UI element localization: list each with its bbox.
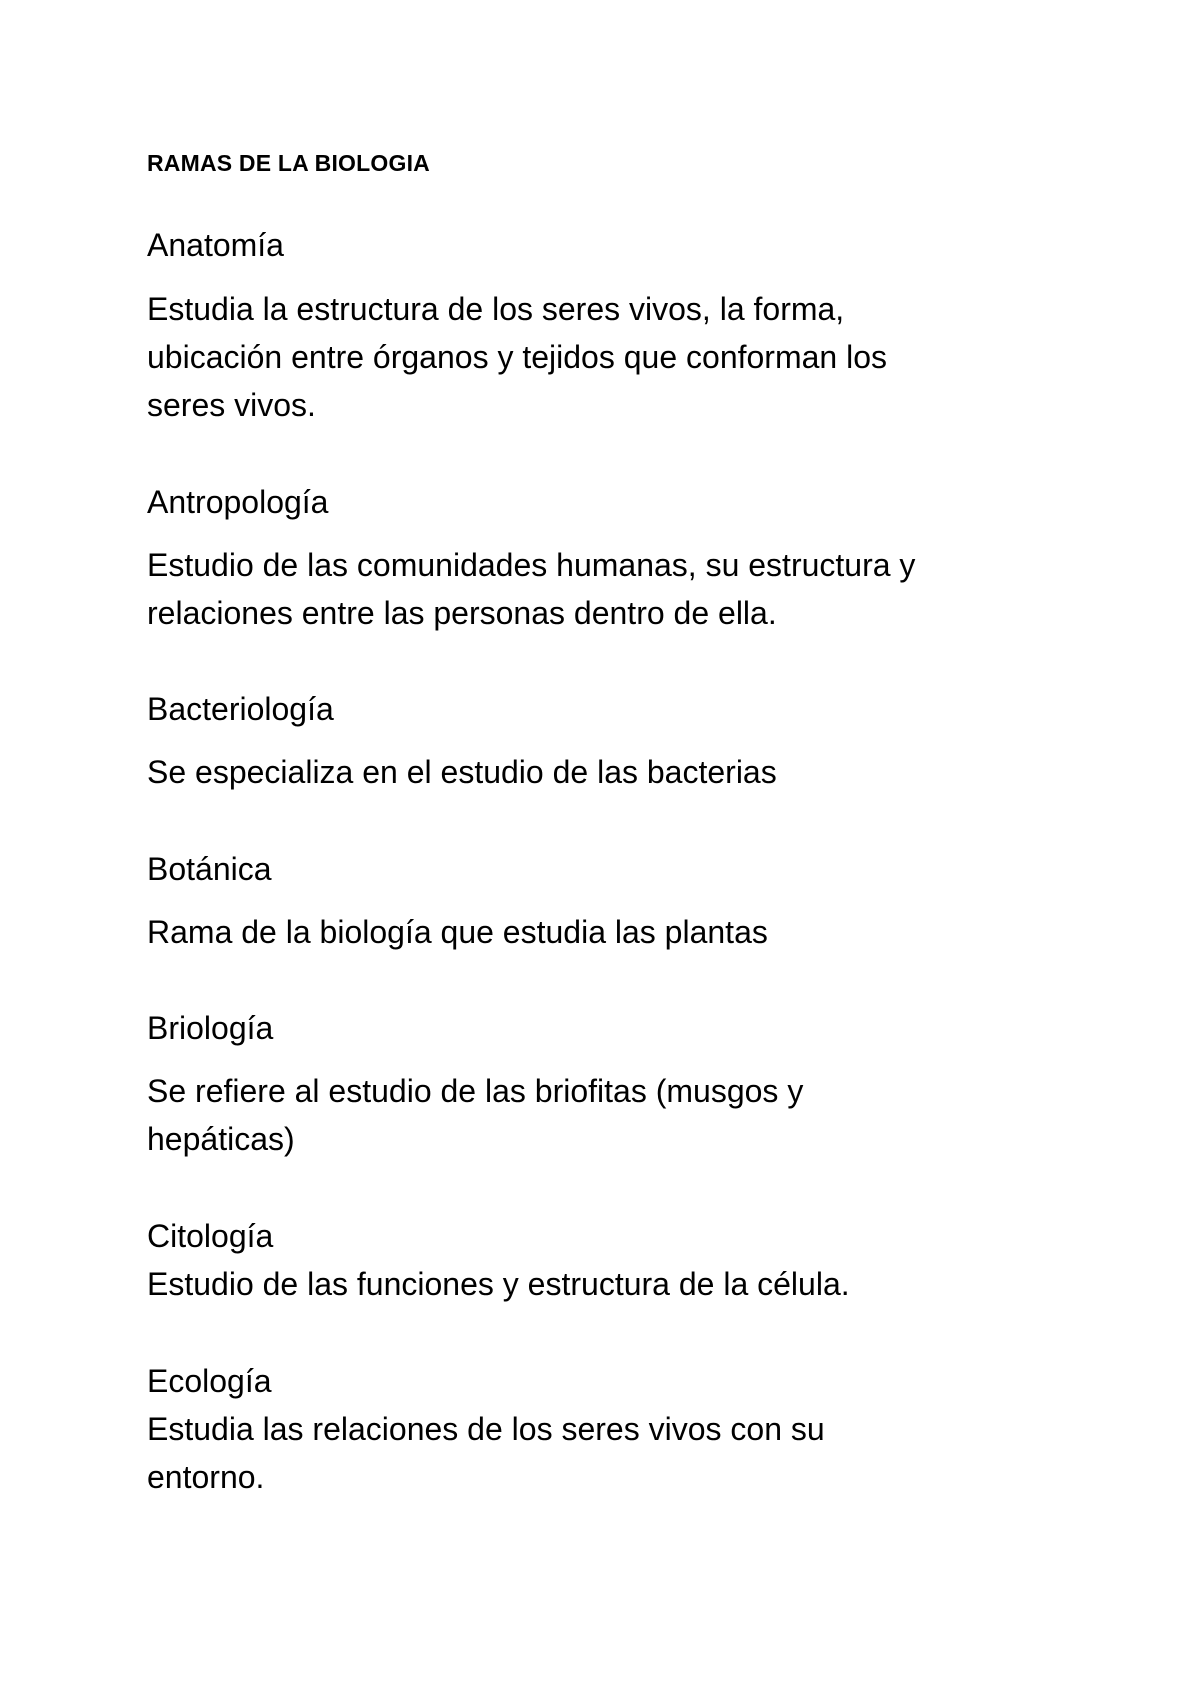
definition-briologia: Se refiere al estudio de las briofitas (musgos y hepáticas) [147, 1073, 804, 1157]
definition-botanica: Rama de la biología que estudia las plantas [147, 914, 768, 950]
term-heading-anatomia: Anatomía [147, 227, 284, 263]
definition-bacteriologia: Se especializa en el estudio de las bacterias [147, 754, 777, 790]
definition-antropologia: Estudio de las comunidades humanas, su estructura y relaciones entre las personas dentro de ella. [147, 547, 916, 631]
document-title: RAMAS DE LA BIOLOGIA [147, 150, 430, 176]
term-heading-briologia: Briología [147, 1010, 274, 1046]
term-heading-botanica: Botánica [147, 851, 272, 887]
term-heading-antropologia: Antropología [147, 484, 329, 520]
term-heading-ecologia: Ecología [147, 1363, 272, 1399]
definition-ecologia: Estudia las relaciones de los seres vivos con su entorno. [147, 1411, 825, 1495]
definition-citologia: Estudio de las funciones y estructura de la célula. [147, 1266, 850, 1302]
document-page [147, 0, 1077, 1698]
definition-anatomia: Estudia la estructura de los seres vivos, la forma, ubicación entre órganos y tejidos que conforman los seres vivos. [147, 291, 887, 423]
term-heading-citologia: Citología [147, 1218, 274, 1254]
term-heading-bacteriologia: Bacteriología [147, 691, 334, 727]
